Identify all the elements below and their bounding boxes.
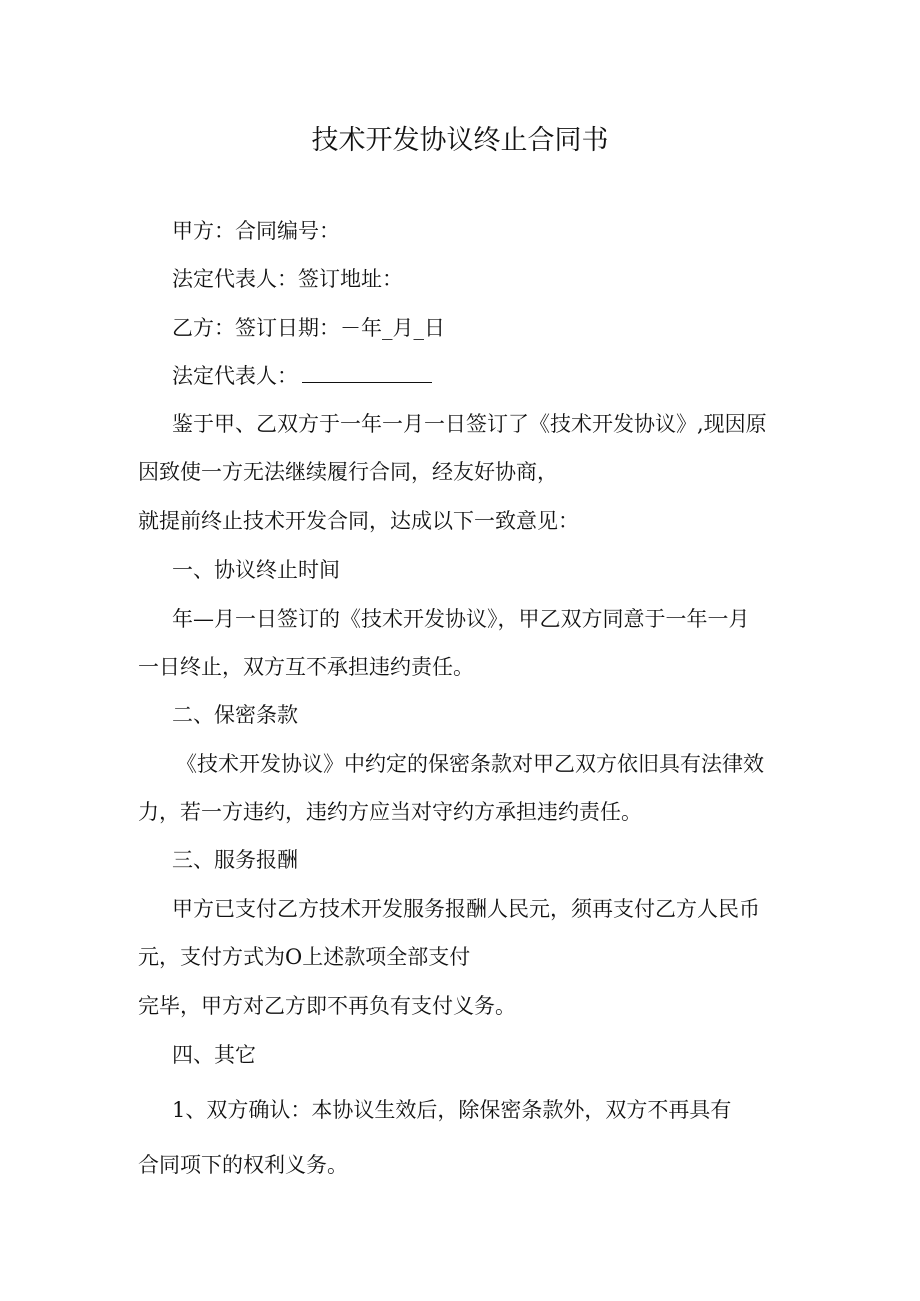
section-4-heading: 四、其它 <box>172 1043 256 1067</box>
section-1-line-1: 年—月一日签订的《技术开发协议》，甲乙双方同意于一年一月 <box>172 607 750 631</box>
preamble-line-3: 就提前终止技术开发合同，达成以下一致意见： <box>138 509 579 533</box>
section-3-line-1: 甲方已支付乙方技术开发服务报酬人民元，须再支付乙方人民币 <box>172 897 760 921</box>
preamble-line-2: 因致使一方无法继续履行合同，经友好协商， <box>138 460 558 484</box>
signature-blank <box>302 362 432 383</box>
section-3-line-3: 完毕，甲方对乙方即不再负有支付义务。 <box>138 994 516 1018</box>
legal-rep-a-line: 法定代表人：签订地址： <box>172 267 403 291</box>
section-3-heading: 三、服务报酬 <box>172 848 298 872</box>
section-4-line-2: 合同项下的权利义务。 <box>138 1153 348 1177</box>
legal-rep-b-label: 法定代表人： <box>172 364 298 388</box>
party-a-line: 甲方：合同编号： <box>172 219 340 243</box>
section-4-line-1: 1、双方确认：本协议生效后，除保密条款外，双方不再具有 <box>172 1098 732 1122</box>
section-2-line-2: 力，若一方违约，违约方应当对守约方承担违约责任。 <box>138 800 642 824</box>
document-title: 技术开发协议终止合同书 <box>311 125 609 156</box>
preamble-line-1: 鉴于甲、乙双方于一年一月一日签订了《技术开发协议》,现因原 <box>172 412 767 436</box>
party-b-line: 乙方：签订日期：－年_月_日 <box>172 316 445 340</box>
section-2-heading: 二、保密条款 <box>172 703 298 727</box>
legal-rep-b-line <box>172 361 432 391</box>
section-1-heading: 一、协议终止时间 <box>172 558 340 582</box>
section-3-line-2: 元，支付方式为O上述款项全部支付 <box>138 945 471 969</box>
section-1-line-2: 一日终止，双方互不承担违约责任。 <box>138 655 474 679</box>
section-2-line-1: 《技术开发协议》中约定的保密条款对甲乙双方依旧具有法律效 <box>176 752 764 776</box>
